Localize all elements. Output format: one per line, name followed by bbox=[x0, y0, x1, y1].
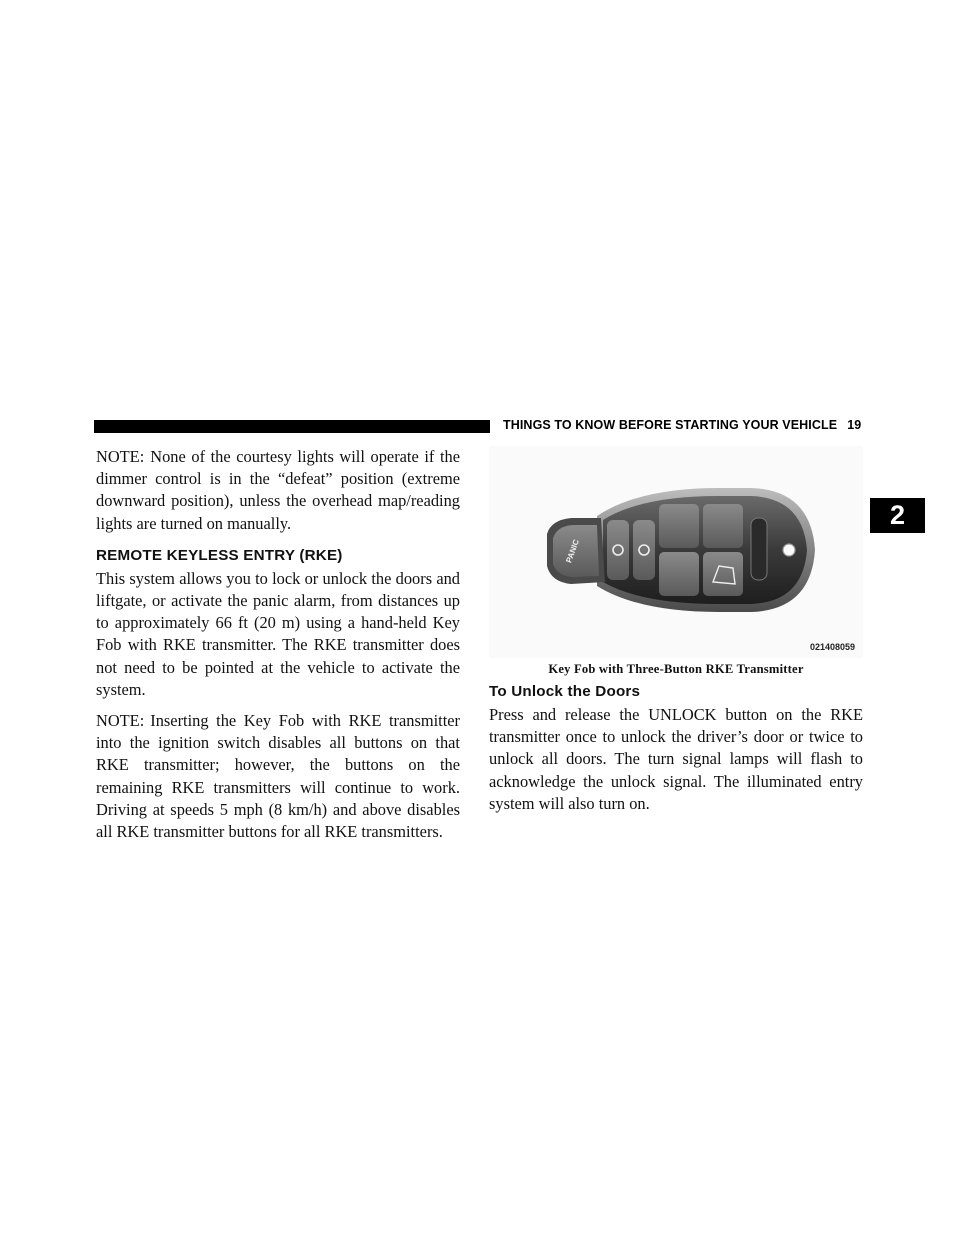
note-text: Inserting the Key Fob with RKE transmitter into the ignition switch disables all buttons on that RKE transmitter; however, the buttons on the remaining RKE transmitters will continue to work. Driving at speeds 5 mph (8 km/h) and above disables all RKE transmitter buttons for all RKE transmitters. bbox=[96, 711, 460, 842]
chapter-tab[interactable]: 2 bbox=[870, 498, 925, 533]
section-title: THINGS TO KNOW BEFORE STARTING YOUR VEHICLE bbox=[503, 418, 838, 432]
note-text: None of the courtesy lights will operate if the dimmer control is in the “defeat” position (extreme downward position), unless the overhead map/reading lights are turned on manually. bbox=[96, 447, 460, 533]
unlock-instructions: Press and release the UNLOCK button on the RKE transmitter once to unlock the driver’s door or twice to unlock all doors. The turn signal lamps will flash to acknowledge the unlock signal. The illuminated entry system will also turn on. bbox=[489, 705, 863, 813]
liftgate-button-graphic bbox=[703, 552, 743, 596]
key-ring-icon bbox=[783, 544, 795, 556]
lock-button-graphic bbox=[633, 520, 655, 580]
figure-id: 021408059 bbox=[809, 642, 855, 652]
running-header bbox=[503, 418, 861, 432]
page-number: 19 bbox=[847, 418, 862, 432]
rke-description: This system allows you to lock or unlock the doors and liftgate, or activate the panic alarm, from distances up to approximately 66 ft (20 m) using a hand-held Key Fob with RKE transmitter. The RKE transmitter does not need to be pointed at the vehicle to activate the system. bbox=[96, 568, 460, 699]
panic-label: PANIC bbox=[564, 538, 582, 565]
note-paragraph bbox=[96, 446, 460, 535]
key-fob-illustration bbox=[489, 446, 863, 658]
section-heading-rke: REMOTE KEYLESS ENTRY (RKE) bbox=[96, 546, 343, 564]
note-label: NOTE: bbox=[96, 711, 145, 731]
unlock-button-graphic bbox=[607, 520, 629, 580]
note-label: NOTE: bbox=[96, 447, 145, 466]
key-fob-figure bbox=[489, 446, 863, 658]
section-heading-unlock: To Unlock the Doors bbox=[489, 683, 641, 700]
left-column bbox=[96, 446, 460, 843]
header-rule bbox=[94, 420, 490, 433]
figure-caption: Key Fob with Three-Button RKE Transmitter bbox=[548, 662, 804, 676]
note-paragraph bbox=[96, 710, 460, 843]
right-column bbox=[489, 446, 863, 815]
